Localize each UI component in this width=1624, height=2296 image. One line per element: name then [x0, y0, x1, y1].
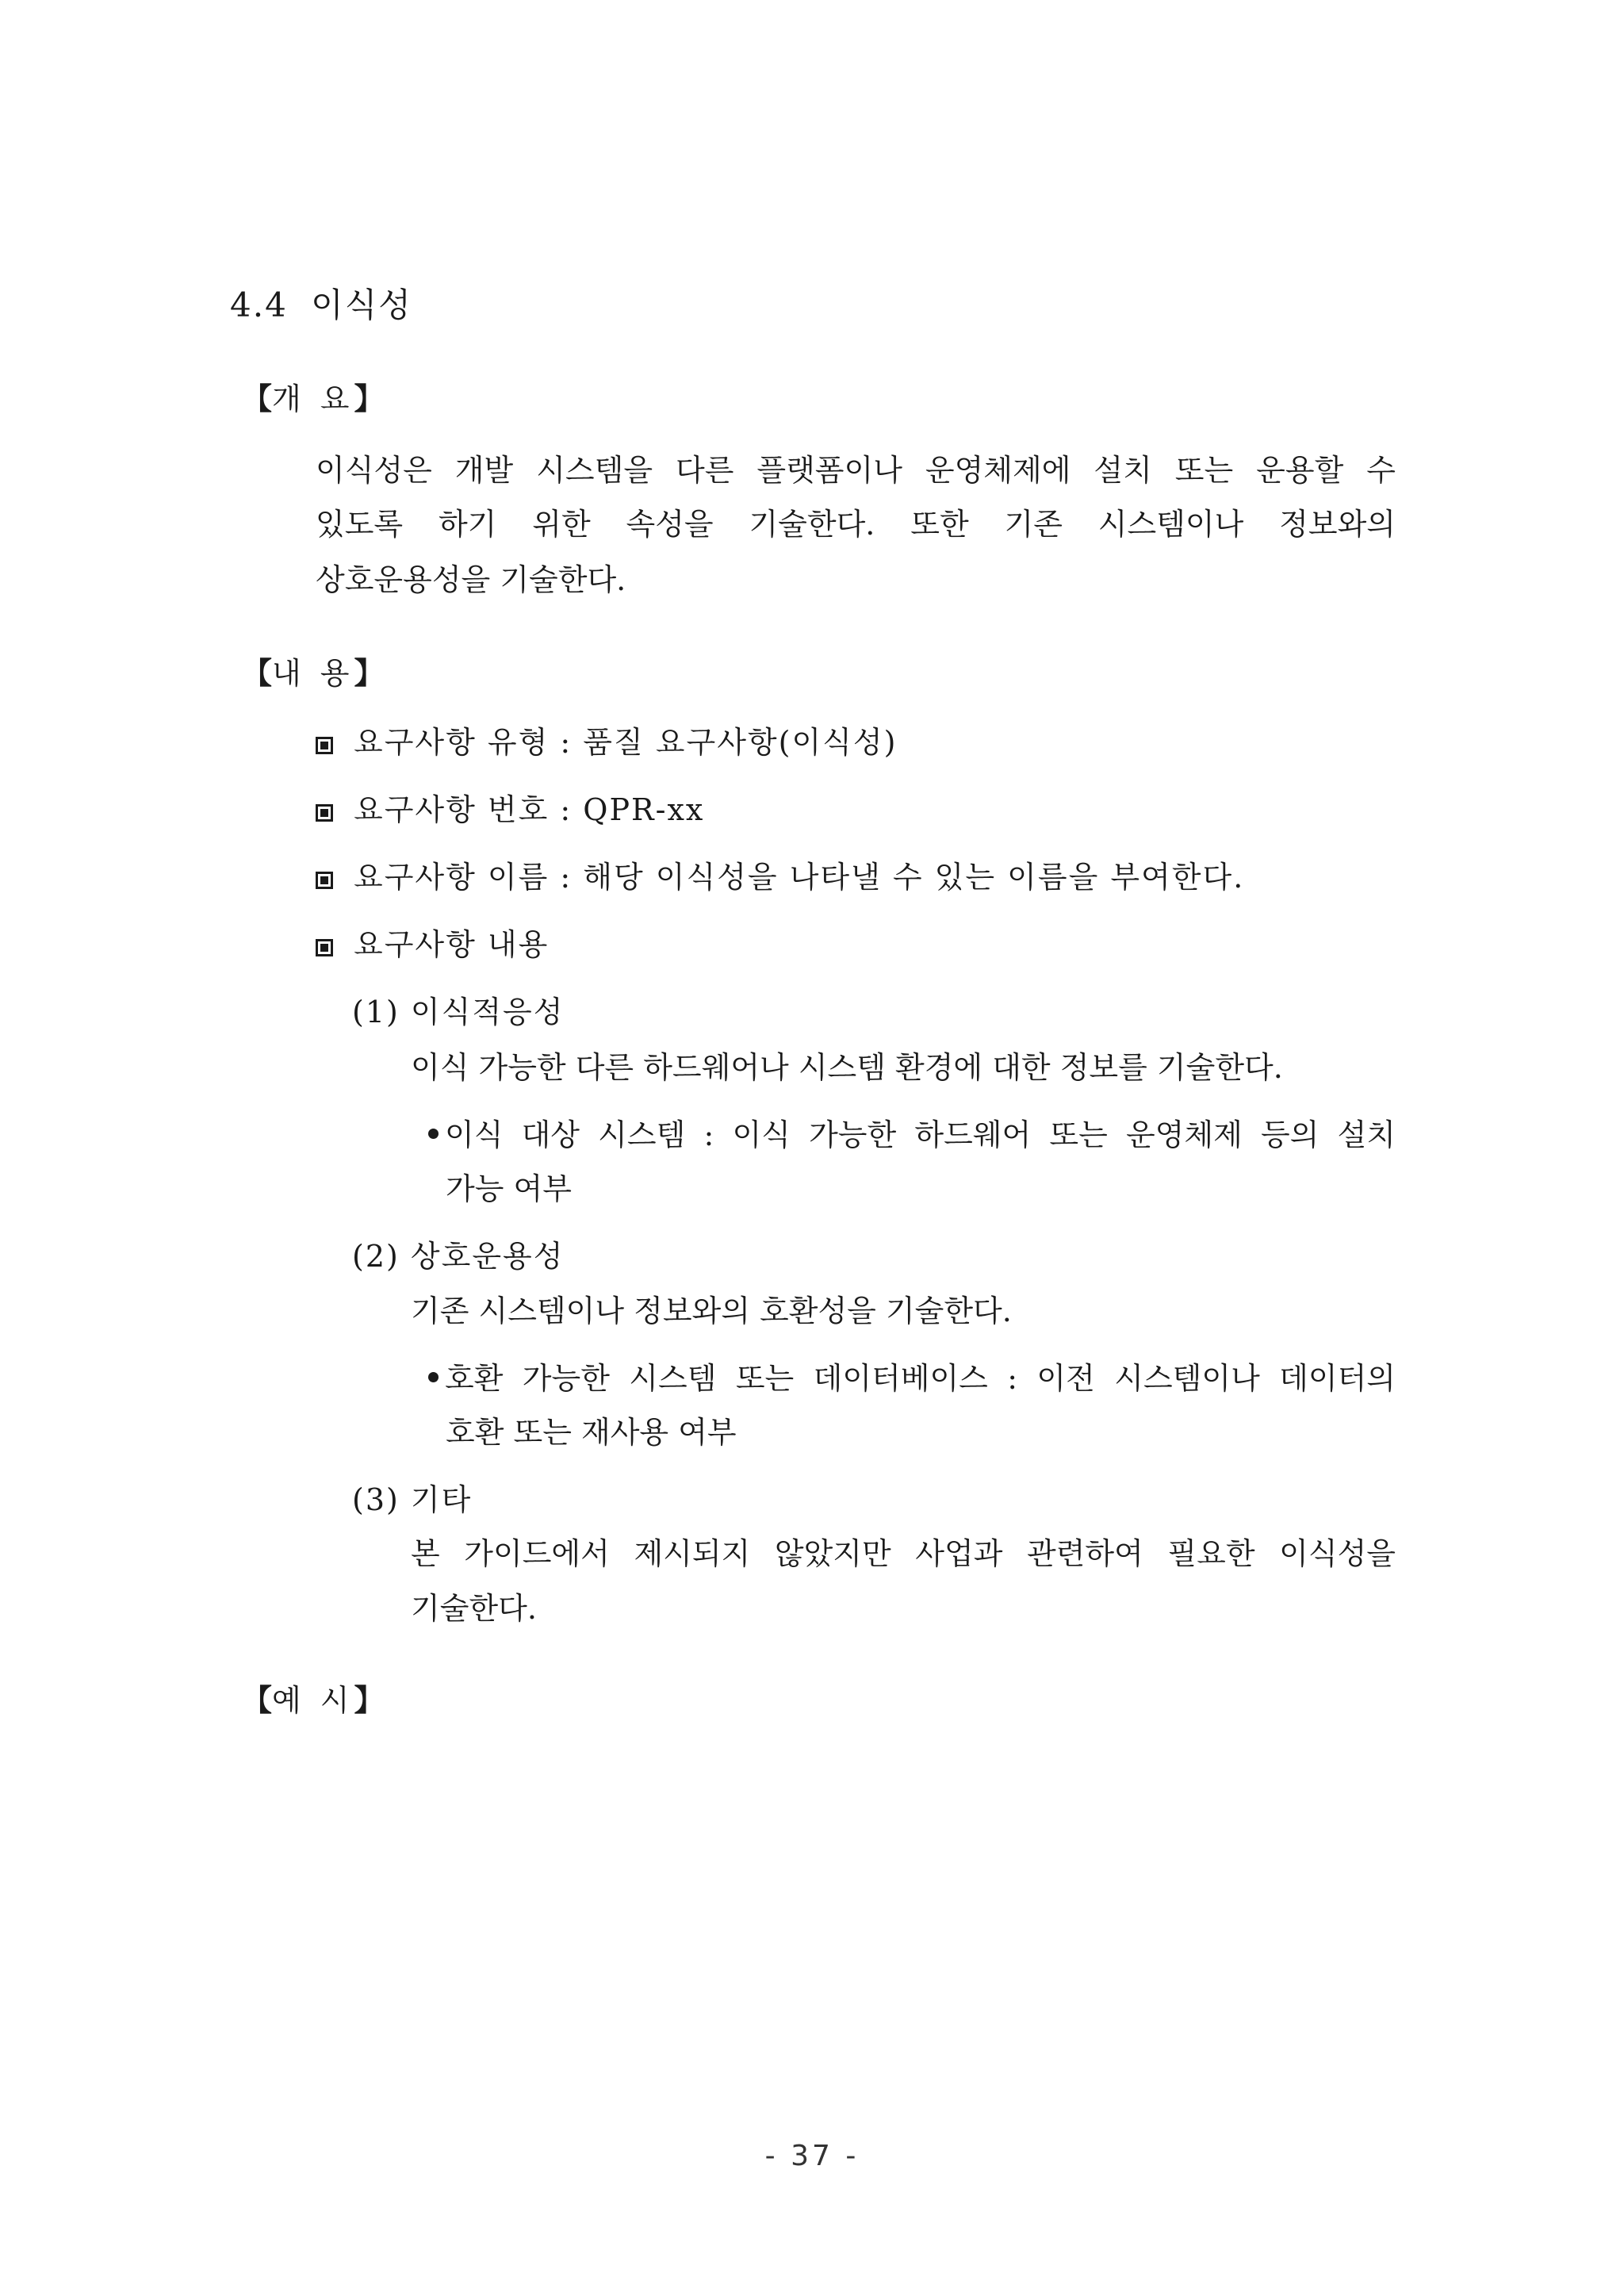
square-bullet-icon — [316, 737, 333, 754]
subsection-3-desc-line-2: 기술한다. — [411, 1591, 537, 1626]
section-number: 4.4 — [230, 286, 288, 324]
section-title — [230, 279, 412, 327]
overview-heading: 【개 요】 — [242, 381, 385, 416]
requirement-type-item: 요구사항 유형 : 품질 요구사항(이식성) — [316, 718, 897, 761]
bullet-dot-icon — [428, 1372, 439, 1382]
requirement-name-item: 요구사항 이름 : 해당 이식성을 나타낼 수 있는 이름을 부여한다. — [316, 853, 1244, 896]
subsection-1-bullet-line-1: 이식 대상 시스템 : 이식 가능한 하드웨어 또는 운영체제 등의 설치 — [428, 1110, 1396, 1154]
subsection-2-bullet-line-1: 호환 가능한 시스템 또는 데이터베이스 : 이전 시스템이나 데이터의 — [428, 1354, 1396, 1397]
section-name: 이식성 — [311, 286, 412, 324]
requirement-content-item: 요구사항 내용 — [316, 920, 549, 964]
overview-line-3: 상호운용성을 기술한다. — [316, 562, 626, 597]
square-bullet-icon — [316, 872, 333, 889]
page-number: - 37 - — [764, 2140, 860, 2172]
overview-label: 개 요 — [272, 381, 354, 416]
bullet-dot-icon — [428, 1129, 439, 1139]
square-bullet-icon — [316, 939, 333, 956]
overview-line-1: 이식성은 개발 시스템을 다른 플랫폼이나 운영체제에 설치 또는 운용할 수 — [316, 453, 1396, 488]
requirement-number-item: 요구사항 번호 : QPR-xx — [316, 785, 704, 829]
subsection-1-desc: 이식 가능한 다른 하드웨어나 시스템 환경에 대한 정보를 기술한다. — [411, 1050, 1283, 1085]
subsection-1-bullet-line-2: 가능 여부 — [446, 1171, 572, 1206]
subsection-2-desc: 기존 시스템이나 정보와의 호환성을 기술한다. — [411, 1294, 1012, 1328]
example-label: 예 시 — [272, 1683, 354, 1718]
subsection-2-bullet-line-2: 호환 또는 재사용 여부 — [446, 1415, 737, 1450]
subsection-3-desc-line-1: 본 가이드에서 제시되지 않았지만 사업과 관련하여 필요한 이식성을 — [411, 1536, 1396, 1571]
content-heading: 【내 용】 — [242, 655, 385, 691]
example-heading: 【예 시】 — [242, 1682, 385, 1718]
square-bullet-icon — [316, 804, 333, 822]
overview-line-2: 있도록 하기 위한 속성을 기술한다. 또한 기존 시스템이나 정보와의 — [316, 507, 1396, 542]
subsection-3-heading: (3) 기타 — [352, 1482, 473, 1517]
content-label: 내 용 — [272, 656, 354, 691]
subsection-1-heading: (1) 이식적응성 — [352, 995, 565, 1029]
subsection-2-heading: (2) 상호운용성 — [352, 1239, 565, 1274]
